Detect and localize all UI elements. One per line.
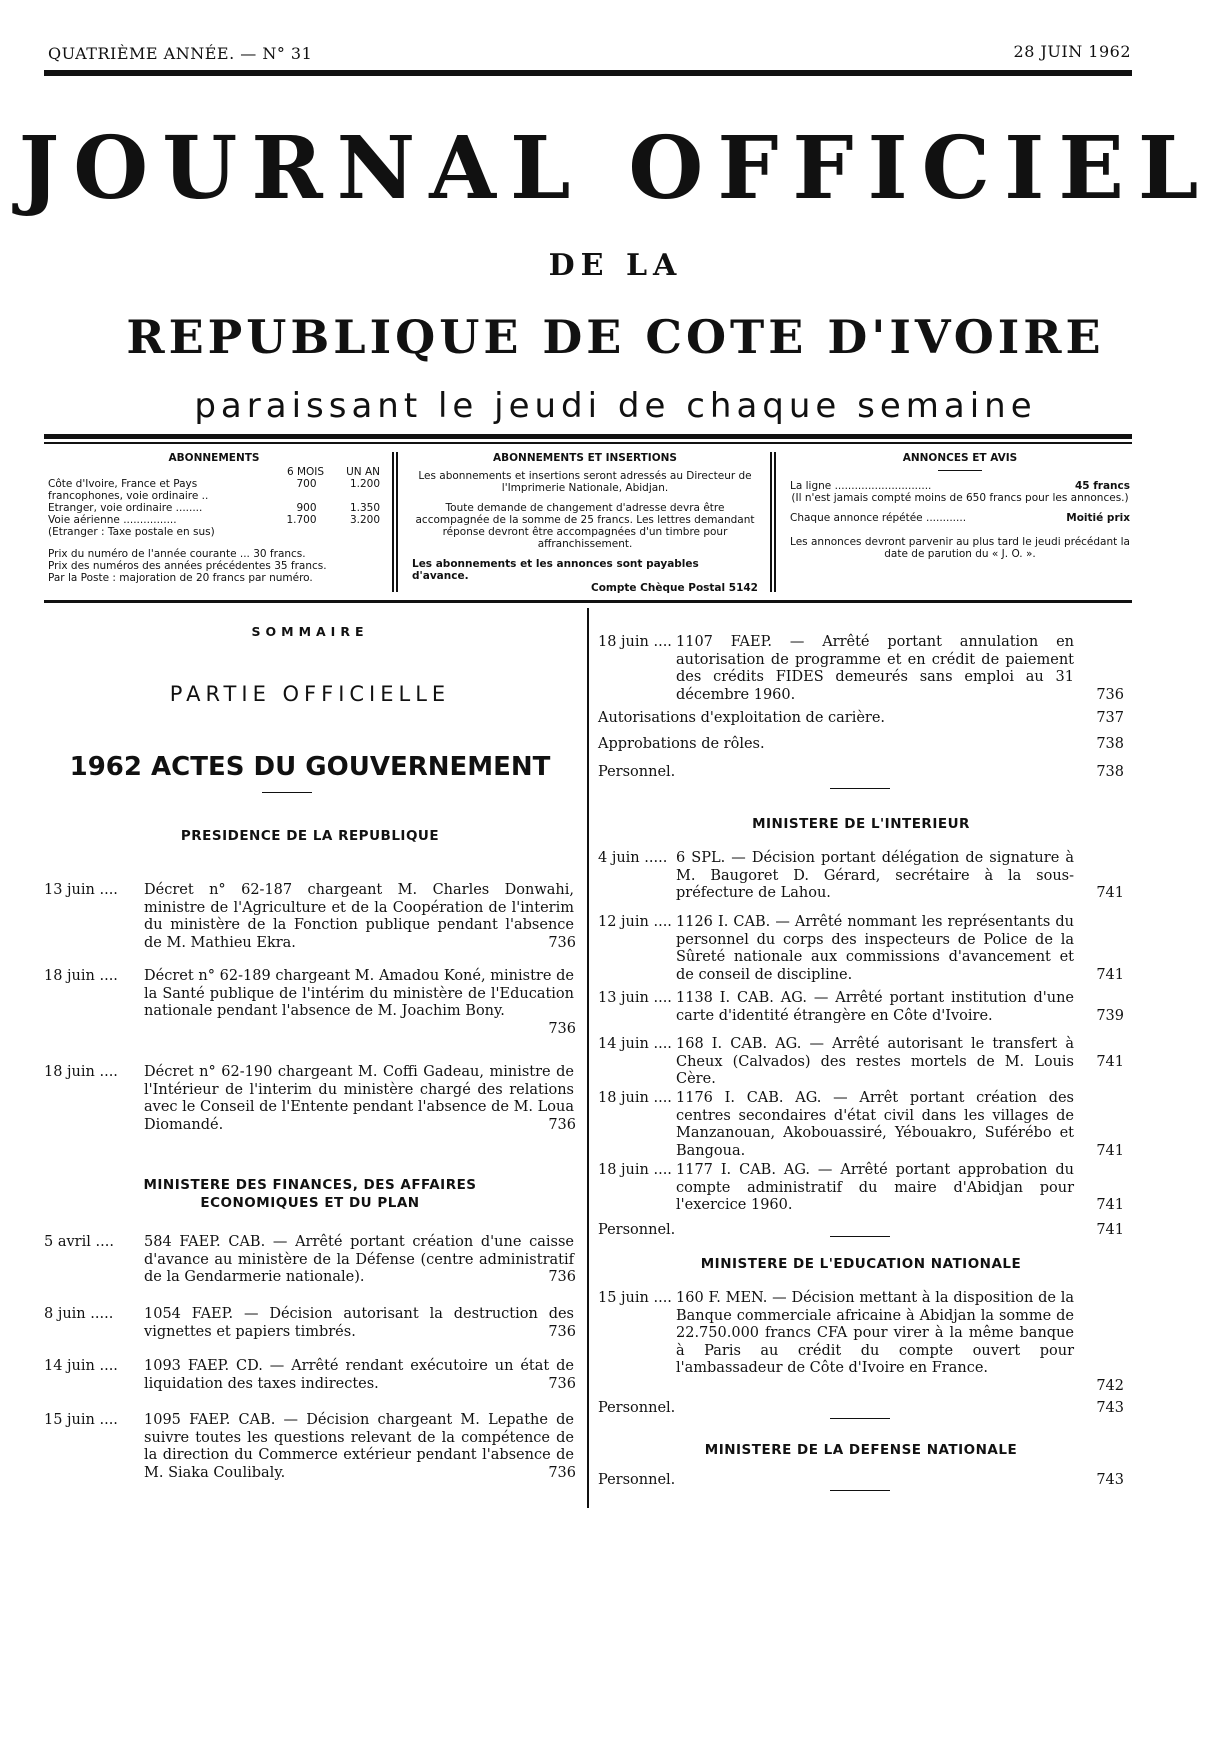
entry-text: 1095 FAEP. CAB. — Décision chargeant M. Lepathe de suivre toutes les questions relevant de la compétence de la direction du Commerce extérieur pendant l'absence de M. Siaka Coulibaly.: [144, 1412, 574, 1481]
annonce-line-note: (Il n'est jamais compté moins de 650 francs pour les annonces.): [791, 492, 1129, 504]
entry-date: 14 juin ....: [598, 1036, 672, 1052]
subscription-row: [48, 478, 380, 502]
entry-page: 741: [1096, 1197, 1124, 1213]
entry-date: 5 avril ....: [44, 1234, 114, 1250]
insertions-ccp: Compte Chèque Postal 5142: [591, 582, 758, 594]
republic-title: REPUBLIQUE DE COTE D'IVOIRE: [126, 310, 1105, 364]
entry-text: Décret n° 62-190 chargeant M. Coffi Gadeau, ministre de l'Intérieur de l'interim du ministère chargé des relations avec le Conseil de l'Entente pendant l'absence de M. Loua Diomandé.: [144, 1064, 574, 1133]
sommaire-heading: SOMMAIRE: [251, 624, 369, 639]
subscription-row: [48, 526, 380, 538]
col-6-mois: 6 MOIS: [286, 466, 325, 478]
entry-date: 18 juin ....: [598, 1090, 672, 1106]
subscription-6-mois: 700: [296, 478, 317, 490]
sommaire-line: [598, 736, 1124, 754]
line-page: 743: [1096, 1472, 1124, 1488]
entry-date: 13 juin ....: [598, 990, 672, 1006]
entry-date: 4 juin .....: [598, 850, 668, 866]
entry-date: 13 juin ....: [44, 882, 118, 898]
column-divider: [587, 608, 589, 1508]
entry-page: 736: [548, 935, 576, 951]
actes-heading: 1962 ACTES DU GOUVERNEMENT: [69, 752, 551, 782]
entry-date: 18 juin ....: [598, 1162, 672, 1178]
entry-date: 15 juin ....: [598, 1290, 672, 1306]
entry-page: 736: [548, 1324, 576, 1340]
entry-text: 1138 I. CAB. AG. — Arrêté portant institution d'une carte d'identité étrangère en Côte d'Ivoire.: [676, 990, 1074, 1024]
insertions-p2: Toute demande de changement d'adresse devra être accompagnée de la somme de 25 francs. Les lettres demandant réponse devront être accompagnées d'un timbre pour affranchissement.: [415, 502, 755, 550]
partie-officielle: PARTIE OFFICIELLE: [169, 682, 451, 706]
entry-date: 8 juin .....: [44, 1306, 114, 1322]
line-label: Personnel.: [598, 1472, 676, 1488]
title-de-la: DE LA: [548, 248, 683, 283]
header-rule: [44, 70, 1132, 76]
entry-date: 14 juin ....: [44, 1358, 118, 1374]
subscription-6-mois: 1.700: [286, 514, 317, 526]
subscription-6-mois: [267, 526, 317, 538]
line-page: 741: [1096, 1222, 1124, 1238]
entry-page: 741: [1096, 967, 1124, 983]
annonces-block: [790, 452, 1130, 560]
col-un-an: UN AN: [346, 466, 380, 478]
entry-text: 6 SPL. — Décision portant délégation de signature à M. Baugoret D. Gérard, secrétaire à la sous-préfecture de Lahou.: [676, 850, 1074, 901]
entry-page: 741: [1096, 885, 1124, 901]
line-page: 743: [1096, 1400, 1124, 1416]
subscription-un-an: [325, 526, 380, 538]
section-separator: [830, 1418, 890, 1419]
subscription-un-an: 1.350: [349, 502, 380, 514]
line-label: Personnel.: [598, 1222, 676, 1238]
annonce-repeat-label: Chaque annonce répétée ............: [790, 512, 967, 524]
masthead-rule-thick: [44, 434, 1132, 439]
annonce-line-label: La ligne .............................: [790, 480, 932, 492]
line-label: Personnel.: [598, 764, 676, 780]
entry-date: 18 juin ....: [44, 968, 118, 984]
entry-page: 736: [548, 1269, 576, 1285]
journal-title: JOURNAL OFFICIEL: [18, 118, 1213, 219]
entry-text: Décret n° 62-189 chargeant M. Amadou Koné, ministre de la Santé publique de l'intérim du ministère de l'Education nationale pendant l'absence de M. Joachim Bony.: [144, 968, 574, 1019]
entry-page: 736: [1096, 687, 1124, 703]
subscription-label: (Etranger : Taxe postale en sus): [48, 526, 215, 538]
entry-date: 18 juin ....: [44, 1064, 118, 1080]
box-divider-2b: [774, 452, 776, 592]
entry-text: 168 I. CAB. AG. — Arrêté autorisant le transfert à Cheux (Calvados) des restes mortels de M. Louis Cère.: [676, 1036, 1074, 1087]
section-separator: [830, 1490, 890, 1491]
entry-page: 736: [548, 1117, 576, 1133]
section-defense: MINISTERE DE LA DEFENSE NATIONALE: [704, 1442, 1018, 1458]
subscription-row: [48, 502, 380, 514]
annonces-heading: ANNONCES ET AVIS: [902, 452, 1018, 464]
box-divider-1: [392, 452, 394, 592]
insertions-p1: Les abonnements et insertions seront adressés au Directeur de l'Imprimerie Nationale, Abidjan.: [418, 470, 752, 494]
line-label: Autorisations d'exploitation de carière.: [598, 710, 886, 726]
line-page: 737: [1096, 710, 1124, 726]
entry-text: 1177 I. CAB. AG. — Arrêté portant approbation du compte administratif du maire d'Abidjan pour l'exercice 1960.: [676, 1162, 1074, 1213]
annonce-repeat-price: Moitié prix: [1066, 512, 1130, 524]
entry-page: 736: [548, 1465, 576, 1481]
section-presidence: PRESIDENCE DE LA REPUBLIQUE: [180, 828, 440, 844]
sommaire-line: [598, 1472, 1124, 1490]
subscription-row: [48, 514, 380, 526]
entry-date: 18 juin ....: [598, 634, 672, 650]
section-finances: MINISTERE DES FINANCES, DES AFFAIRES ECONOMIQUES ET DU PLAN: [143, 1177, 477, 1211]
issue-date: 28 JUIN 1962: [1013, 42, 1131, 61]
subscription-label: Voie aérienne ................: [48, 514, 177, 526]
entry-text: 1126 I. CAB. — Arrêté nommant les représentants du personnel du corps des inspecteurs de Police de la Sûreté nationale aux commissions d'avancement et de conseil de discipline.: [676, 914, 1074, 983]
entry-text: 1107 FAEP. — Arrêté portant annulation en autorisation de programme et en crédit de paiement des crédits FIDES demeurés sans emploi au 31 décembre 1960.: [676, 634, 1074, 703]
entry-text: 1176 I. CAB. AG. — Arrêt portant création des centres secondaires d'état civil dans les villages de Manzanouan, Akobouassiré, Yébouakro, Suférébo et Bangoua.: [676, 1090, 1074, 1159]
subscription-6-mois: 900: [296, 502, 317, 514]
section-separator: [830, 788, 890, 789]
section-separator: [830, 1236, 890, 1237]
entry-date: 12 juin ....: [598, 914, 672, 930]
sommaire-line: [598, 1400, 1124, 1418]
entry-page: 739: [1096, 1008, 1124, 1024]
line-label: Approbations de rôles.: [598, 736, 765, 752]
subscription-rows: [48, 478, 380, 538]
insertions-p3a: Les abonnements et les annonces sont payables d'avance.: [412, 558, 699, 582]
box-divider-1b: [396, 452, 398, 592]
insertions-heading: ABONNEMENTS ET INSERTIONS: [493, 452, 677, 464]
price-post: Par la Poste : majoration de 20 francs par numéro.: [48, 572, 313, 584]
entry-page: 736: [548, 1376, 576, 1392]
subscription-un-an: 1.200: [349, 478, 380, 490]
actes-separator: [262, 792, 312, 793]
line-label: Personnel.: [598, 1400, 676, 1416]
line-page: 738: [1096, 764, 1124, 780]
section-education: MINISTERE DE L'EDUCATION NATIONALE: [700, 1256, 1022, 1272]
entry-text: 1054 FAEP. — Décision autorisant la destruction des vignettes et papiers timbrés.: [144, 1306, 574, 1340]
publication-frequency: paraissant le jeudi de chaque semaine: [194, 386, 1037, 426]
box-bottom-rule: [44, 600, 1132, 603]
entry-page: 742: [1096, 1378, 1124, 1394]
entry-page: 736: [548, 1021, 576, 1037]
insertions-block: [412, 452, 758, 594]
annonce-deadline: Les annonces devront parvenir au plus tard le jeudi précédant la date de parution du « J. O. ».: [790, 536, 1130, 560]
subscriptions-heading: ABONNEMENTS: [168, 452, 260, 464]
subscription-un-an: 3.200: [349, 514, 380, 526]
subscription-label: Côte d'Ivoire, France et Pays francophones, voie ordinaire ..: [48, 478, 209, 502]
price-previous: Prix des numéros des années précédentes 35 francs.: [48, 560, 327, 572]
annonce-line-price: 45 francs: [1074, 480, 1130, 492]
section-interieur: MINISTERE DE L'INTERIEUR: [752, 816, 970, 832]
subscription-label: Etranger, voie ordinaire ........: [48, 502, 203, 514]
line-page: 738: [1096, 736, 1124, 752]
box-divider-2: [770, 452, 772, 592]
subscriptions-block: [48, 452, 380, 584]
entry-text: 160 F. MEN. — Décision mettant à la disposition de la Banque commerciale africaine à Abidjan la somme de 22.750.000 francs CFA pour virer à la même banque à Paris au crédit du compte ouvert pour l'ambassadeur de Côte d'Ivoire en France.: [676, 1290, 1074, 1376]
issue-number: QUATRIÈME ANNÉE. — N° 31: [48, 44, 313, 63]
entry-text: Décret n° 62-187 chargeant M. Charles Donwahi, ministre de l'Agriculture et de la Coopération de l'interim du ministère de la Fonction publique pendant l'absence de M. Mathieu Ekra.: [144, 882, 574, 951]
entry-page: 741: [1096, 1143, 1124, 1159]
sommaire-line: [598, 710, 1124, 728]
masthead-rule-thin: [44, 442, 1132, 444]
entry-text: 584 FAEP. CAB. — Arrêté portant création d'une caisse d'avance au ministère de la Défense (centre administratif de la Gendarmerie nationale).: [144, 1234, 574, 1285]
sommaire-line: [598, 764, 1124, 782]
entry-date: 15 juin ....: [44, 1412, 118, 1428]
entry-text: 1093 FAEP. CD. — Arrêté rendant exécutoire un état de liquidation des taxes indirectes.: [144, 1358, 574, 1392]
price-current: Prix du numéro de l'année courante ... 30 francs.: [48, 548, 306, 560]
entry-page: 741: [1096, 1054, 1124, 1070]
